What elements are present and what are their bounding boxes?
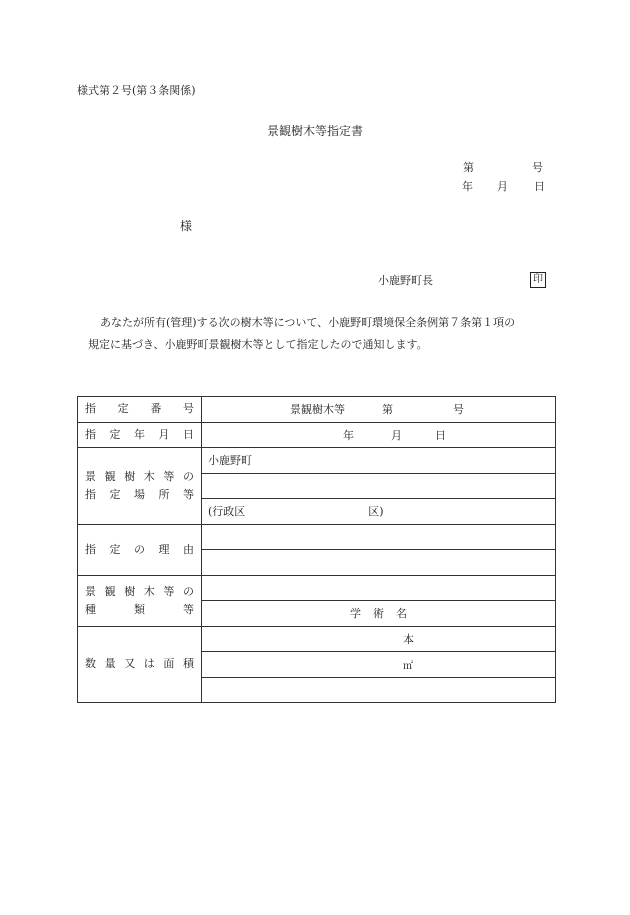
issuer-name: 小鹿野町長 [378, 274, 433, 287]
value-quantity-count: 本 [202, 626, 556, 652]
value-reason-2 [202, 550, 556, 576]
form-id: 様式第２号(第３条関係) [77, 84, 196, 97]
notice-line-2: 規定に基づき、小鹿野町景観樹木等として指定したので通知します。 [88, 338, 428, 351]
label-designation-date: 指 定 年 月 日 [78, 422, 202, 448]
value-quantity-area: ㎡ [202, 652, 556, 678]
label-reason: 指 定 の 理 由 [78, 524, 202, 575]
addressee-sama: 様 [180, 219, 193, 233]
value-location-ward: (行政区 区) [202, 499, 556, 525]
value-location-blank [202, 473, 556, 499]
table-row [78, 397, 556, 423]
notice-line-1: あなたが所有(管理)する次の樹木等について、小鹿野町環境保全条例第７条第１項の [100, 316, 516, 329]
label-species: 景 観 樹 木 等 の 種 類 等 [78, 575, 202, 626]
table-row [78, 626, 556, 652]
doc-number-go: 号 [532, 161, 543, 174]
designation-table [77, 396, 556, 703]
seal-mark: 印 [530, 272, 546, 288]
label-location: 景 観 樹 木 等 の 指 定 場 所 等 [78, 448, 202, 525]
table-row [78, 422, 556, 448]
table-row [78, 448, 556, 474]
value-species-common [202, 575, 556, 601]
value-quantity-blank [202, 677, 556, 703]
value-designation-number: 景観樹木等 第 号 [202, 397, 556, 423]
value-location-town: 小鹿野町 [202, 448, 556, 474]
table-row [78, 575, 556, 601]
doc-number-dai: 第 [463, 161, 474, 174]
table-row [78, 524, 556, 550]
value-designation-date: 年 月 日 [202, 422, 556, 448]
value-species-scientific: 学 術 名 [202, 601, 556, 627]
doc-date-nen: 年 [462, 180, 473, 193]
doc-date-tsuki: 月 [497, 180, 508, 193]
label-quantity: 数 量 又 は 面 積 [78, 626, 202, 703]
value-reason-1 [202, 524, 556, 550]
document-title: 景観樹木等指定書 [266, 124, 363, 138]
doc-date-hi: 日 [534, 180, 545, 193]
notice-text [88, 312, 558, 356]
label-designation-number: 指 定 番 号 [78, 397, 202, 423]
